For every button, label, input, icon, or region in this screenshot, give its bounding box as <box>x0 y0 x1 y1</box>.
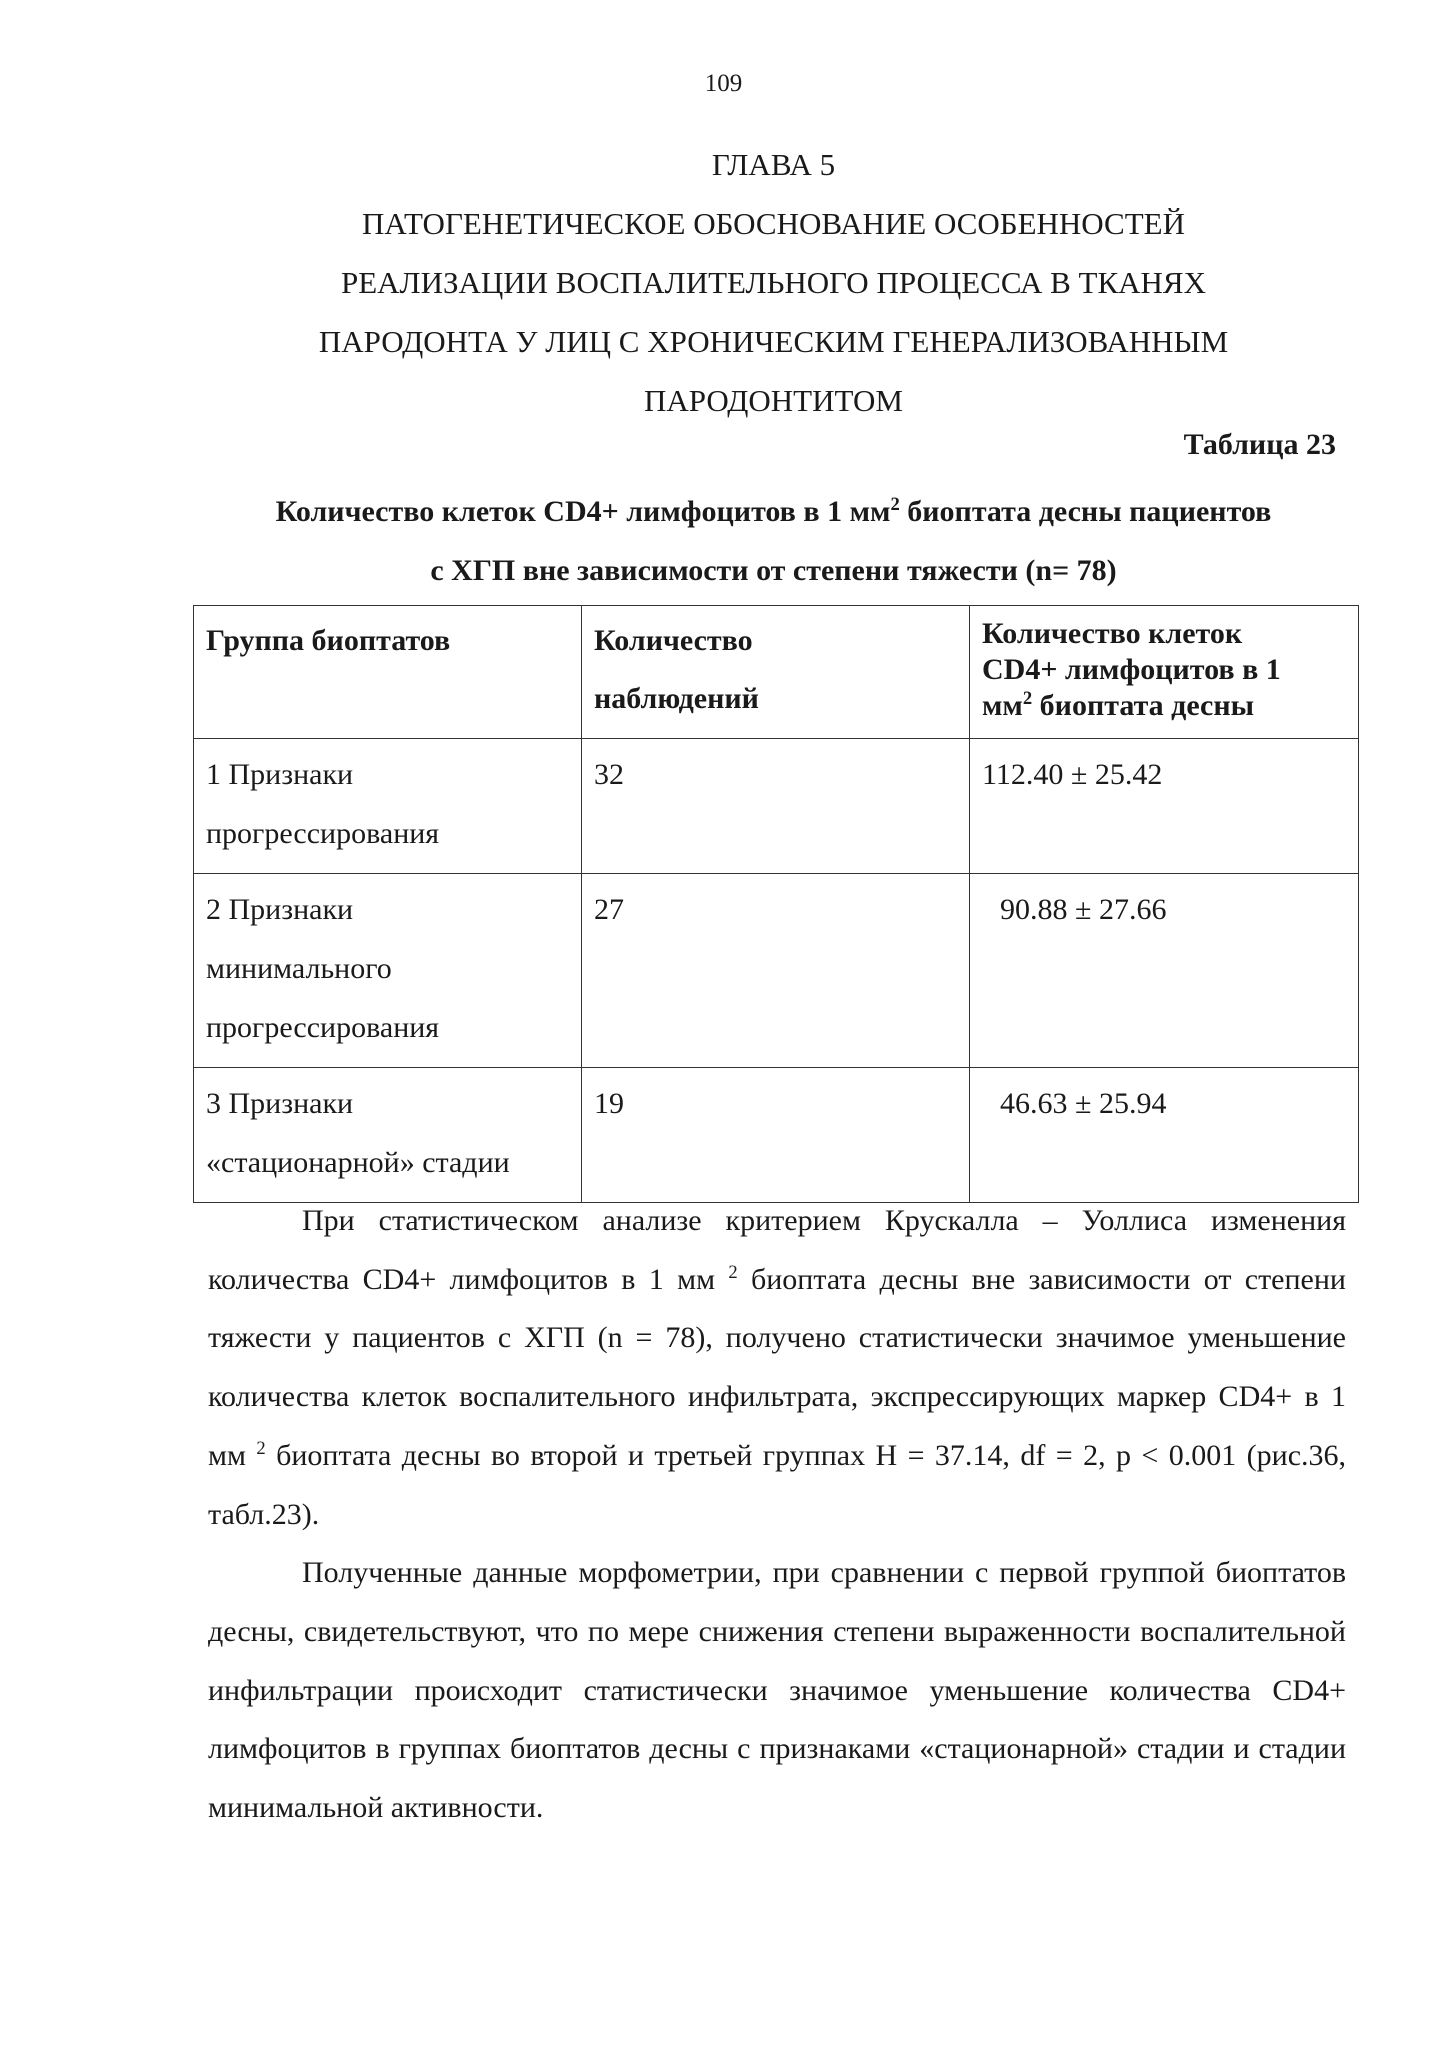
table-row <box>194 1068 1359 1203</box>
cell-group: 1 Признаки прогрессирования <box>194 739 582 874</box>
data-table <box>193 605 1359 1203</box>
chapter-title-line: ПАРОДОНТИТОМ <box>644 383 903 418</box>
caption-text: Количество клеток CD4+ лимфоцитов в 1 мм <box>275 495 891 528</box>
paragraph: При статистическом анализе критерием Крускалла – Уоллиса изменения количества CD4+ лимфоцитов в 1 мм $^2$ биоптата десны вне зависимости от степени тяжести у пациентов с ХГП (n = 78), получено статистически значимое уменьшение количества клеток воспалительного инфильтрата, экспрессирующих маркер CD4+ в 1 мм $^2$ биоптата десны во второй и третьей группах Н = 37.14, df = 2, p < 0.001 (рис.36, табл.23). <box>208 1204 1347 1531</box>
cell-group: 2 Признаки минимального прогрессирования <box>194 874 582 1068</box>
body-text <box>208 1192 1346 1838</box>
cell-count: 32 <box>582 739 970 874</box>
caption-text: биоптата десны пациентов <box>899 495 1272 528</box>
cell-value: 46.63 ± 25.94 <box>970 1068 1359 1203</box>
page-number: 109 <box>704 70 743 97</box>
chapter-title-line: ПАТОГЕНЕТИЧЕСКОЕ ОБОСНОВАНИЕ ОСОБЕННОСТЕЙ <box>361 206 1185 241</box>
header-count: Количество наблюдений <box>582 606 970 739</box>
cell-value: 112.40 ± 25.42 <box>970 739 1359 874</box>
table-caption-line-2: с ХГП вне зависимости от степени тяжести (n= 78) <box>430 554 1117 587</box>
table-caption-line-1 <box>196 482 1351 541</box>
chapter-title-line: РЕАЛИЗАЦИИ ВОСПАЛИТЕЛЬНОГО ПРОЦЕССА В ТКАНЯХ <box>340 265 1206 300</box>
cell-group: 3 Признаки «стационарной» стадии <box>194 1068 582 1203</box>
chapter-heading <box>196 135 1351 430</box>
chapter-number: ГЛАВА 5 <box>711 147 836 182</box>
cell-count: 19 <box>582 1068 970 1203</box>
header-cells: Количество клеток CD4+ лимфоцитов в 1 $мм^2$ биоптата десны <box>970 606 1359 739</box>
table-row <box>194 874 1359 1068</box>
table-caption <box>196 482 1351 600</box>
cell-count: 27 <box>582 874 970 1068</box>
caption-superscript: 2 <box>890 494 900 515</box>
cell-value: 90.88 ± 27.66 <box>970 874 1359 1068</box>
table-header-row <box>194 606 1359 739</box>
header-group: Группа биоптатов <box>194 606 582 739</box>
paragraph: Полученные данные морфометрии, при сравнении с первой группой биоптатов десны, свидетельствуют, что по мере снижения степени выраженности воспалительной инфильтрации происходит статистически значимое уменьшение количества CD4+ лимфоцитов в группах биоптатов десны с признаками «стационарной» стадии и стадии минимальной активности. <box>208 1556 1346 1825</box>
chapter-title-line: ПАРОДОНТА У ЛИЦ С ХРОНИЧЕСКИМ ГЕНЕРАЛИЗОВАННЫМ <box>318 324 1229 359</box>
table-label: Таблица 23 <box>1183 428 1336 461</box>
table-row <box>194 739 1359 874</box>
